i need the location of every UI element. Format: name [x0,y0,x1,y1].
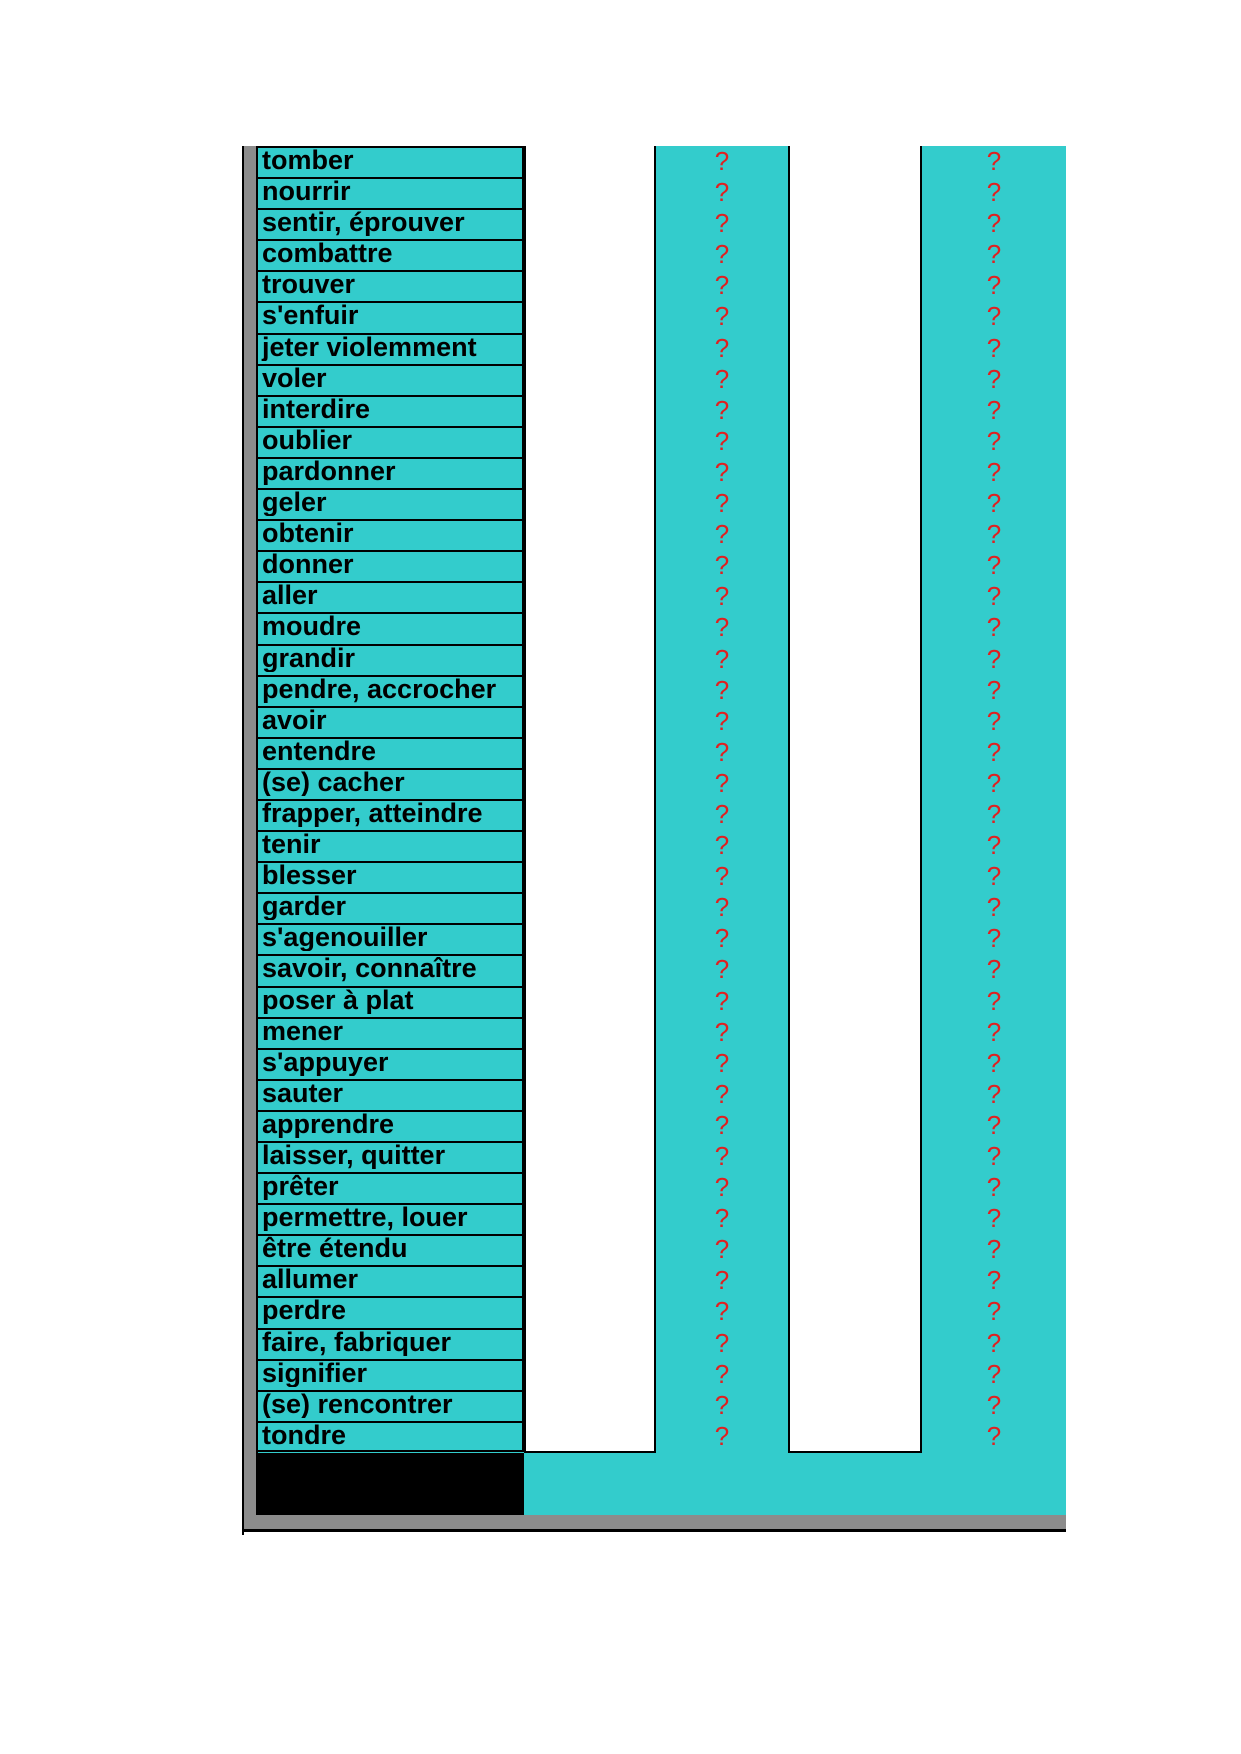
hint-cell [922,675,1066,706]
table-row [258,706,524,737]
hint-cell [922,861,1066,892]
hint-cell [922,364,1066,395]
question-mark: ? [986,1234,1002,1265]
question-mark: ? [714,612,730,643]
hint-column-2 [922,146,1066,1453]
hint-cell [922,706,1066,737]
hint-cell [656,550,788,581]
hint-cell [656,706,788,737]
french-verb: garder [262,893,347,921]
hint-cell [922,954,1066,985]
french-verb: obtenir [262,520,354,548]
question-mark: ? [986,798,1002,829]
table-footer-block [258,1453,524,1515]
table-bottom-shadow [244,1515,1066,1529]
hint-cell [656,519,788,550]
question-mark: ? [986,1389,1002,1420]
hint-cell [922,333,1066,364]
hint-cell [656,1141,788,1172]
hint-cell [922,488,1066,519]
table-row [258,550,524,581]
hint-cell [656,675,788,706]
french-verb: tondre [262,1421,346,1449]
hint-cell [922,581,1066,612]
question-mark: ? [986,301,1002,332]
question-mark: ? [986,394,1002,425]
french-verb: mener [262,1017,344,1045]
question-mark: ? [714,177,730,208]
hint-cell [922,1048,1066,1079]
french-verb: jeter violemment [262,333,477,361]
hint-cell [922,1265,1066,1296]
question-mark: ? [986,363,1002,394]
hint-cell [656,1328,788,1359]
hint-cell [656,1421,788,1452]
hint-cell [656,612,788,643]
question-mark: ? [986,954,1002,985]
hint-cell [922,612,1066,643]
table-row [258,1359,524,1390]
table-row [258,1328,524,1359]
french-verb: apprendre [262,1110,395,1138]
question-mark: ? [714,146,730,176]
question-mark: ? [714,1078,730,1109]
hint-cell [922,208,1066,239]
table-footer-band [524,1453,1066,1515]
question-mark: ? [986,1016,1002,1047]
hint-cell [922,1234,1066,1265]
question-mark: ? [986,1172,1002,1203]
hint-cell [922,1296,1066,1327]
question-mark: ? [714,985,730,1016]
table-row [258,1203,524,1234]
question-mark: ? [986,612,1002,643]
question-mark: ? [714,643,730,674]
hint-cell [656,1359,788,1390]
question-mark: ? [714,1172,730,1203]
hint-cell [656,333,788,364]
hint-cell [656,364,788,395]
question-mark: ? [714,208,730,239]
question-mark: ? [986,923,1002,954]
hint-cell [656,986,788,1017]
table-row [258,1265,524,1296]
verb-table [242,146,1066,1535]
hint-cell [656,395,788,426]
table-row [258,488,524,519]
french-words-column [258,146,524,1453]
hint-cell [922,892,1066,923]
hint-cell [656,1265,788,1296]
table-row [258,301,524,332]
hint-cell [922,830,1066,861]
hint-cell [656,644,788,675]
table-bottom-border [242,1529,1066,1532]
question-mark: ? [714,519,730,550]
hint-cell [656,239,788,270]
table-row [258,333,524,364]
question-mark: ? [986,1203,1002,1234]
table-row [258,177,524,208]
hint-cell [922,177,1066,208]
question-mark: ? [714,892,730,923]
table-row [258,737,524,768]
question-mark: ? [714,332,730,363]
question-mark: ? [714,1016,730,1047]
hint-cell [922,737,1066,768]
question-mark: ? [986,1327,1002,1358]
hint-cell [656,301,788,332]
french-verb: sauter [262,1079,344,1107]
french-verb: voler [262,364,327,392]
question-mark: ? [714,456,730,487]
hint-cell [922,1203,1066,1234]
question-mark: ? [986,1078,1002,1109]
question-mark: ? [714,425,730,456]
table-row [258,986,524,1017]
question-mark: ? [714,1327,730,1358]
question-mark: ? [714,705,730,736]
question-mark: ? [714,767,730,798]
question-mark: ? [714,1389,730,1420]
hint-cell [656,270,788,301]
table-row [258,954,524,985]
question-mark: ? [714,550,730,581]
french-verb: prêter [262,1173,339,1201]
question-mark: ? [986,1109,1002,1140]
hint-cell [656,426,788,457]
hint-cell [922,239,1066,270]
french-verb: oublier [262,426,353,454]
question-mark: ? [986,177,1002,208]
table-row [258,395,524,426]
question-mark: ? [986,1420,1002,1451]
hint-cell [922,986,1066,1017]
question-mark: ? [714,363,730,394]
table-row [258,581,524,612]
question-mark: ? [986,146,1002,176]
hint-cell [922,270,1066,301]
question-mark: ? [714,830,730,861]
table-row [258,239,524,270]
hint-cell [656,830,788,861]
table-row [258,1141,524,1172]
question-mark: ? [986,1047,1002,1078]
table-row [258,612,524,643]
french-verb: donner [262,551,354,579]
hint-cell [922,1141,1066,1172]
question-mark: ? [986,208,1002,239]
hint-cell [656,146,788,177]
hint-cell [922,301,1066,332]
hint-cell [656,177,788,208]
hint-cell [922,923,1066,954]
french-verb: frapper, atteindre [262,799,483,827]
table-row [258,1172,524,1203]
table-row [258,861,524,892]
table-row [258,146,524,177]
table-left-shadow [244,146,256,1519]
hint-cell [656,768,788,799]
french-verb: geler [262,489,327,517]
hint-cell [656,1390,788,1421]
question-mark: ? [986,830,1002,861]
question-mark: ? [714,674,730,705]
hint-cell [922,1359,1066,1390]
table-row [258,1390,524,1421]
french-verb: avoir [262,706,327,734]
question-mark: ? [714,270,730,301]
question-mark: ? [986,270,1002,301]
question-mark: ? [986,1141,1002,1171]
table-row [258,426,524,457]
question-mark: ? [986,239,1002,270]
hint-cell [656,954,788,985]
table-row [258,270,524,301]
french-verb: s'agenouiller [262,924,428,952]
table-row [258,1110,524,1141]
hint-cell [922,426,1066,457]
question-mark: ? [714,1420,730,1451]
french-verb: permettre, louer [262,1204,468,1232]
question-mark: ? [714,1047,730,1078]
french-verb: trouver [262,271,356,299]
question-mark: ? [986,332,1002,363]
table-row [258,519,524,550]
hint-cell [656,1048,788,1079]
question-mark: ? [986,456,1002,487]
table-row [258,1421,524,1452]
hint-cell [922,1079,1066,1110]
table-row [258,644,524,675]
hint-cell [922,1421,1066,1452]
question-mark: ? [714,954,730,985]
french-verb: s'appuyer [262,1048,389,1076]
french-verb: laisser, quitter [262,1142,446,1169]
question-mark: ? [714,736,730,767]
table-row [258,923,524,954]
question-mark: ? [714,1109,730,1140]
hint-cell [656,1079,788,1110]
french-verb: être étendu [262,1235,408,1263]
table-row [258,364,524,395]
question-mark: ? [986,767,1002,798]
french-verb: tomber [262,147,354,174]
question-mark: ? [986,581,1002,612]
hint-cell [922,519,1066,550]
french-verb: tenir [262,831,321,859]
hint-cell [656,581,788,612]
question-mark: ? [986,519,1002,550]
hint-cell [922,550,1066,581]
table-row [258,799,524,830]
table-row [258,830,524,861]
question-mark: ? [986,892,1002,923]
hint-cell [656,737,788,768]
french-verb: interdire [262,395,371,423]
french-verb: moudre [262,613,362,641]
question-mark: ? [714,301,730,332]
table-row [258,768,524,799]
french-verb: aller [262,582,318,610]
question-mark: ? [714,1234,730,1265]
french-verb: sentir, éprouver [262,209,465,237]
hint-cell [656,208,788,239]
question-mark: ? [986,674,1002,705]
french-verb: perdre [262,1297,347,1325]
question-mark: ? [986,550,1002,581]
table-row [258,1017,524,1048]
hint-cell [656,488,788,519]
french-verb: pardonner [262,457,396,485]
table-row [258,675,524,706]
question-mark: ? [714,1203,730,1234]
hint-cell [922,457,1066,488]
french-verb: combattre [262,240,393,268]
table-row [258,892,524,923]
hint-cell [656,1296,788,1327]
hint-cell [922,146,1066,177]
question-mark: ? [986,425,1002,456]
answer-column-2 [788,146,922,1453]
hint-cell [922,799,1066,830]
french-verb: signifier [262,1359,368,1387]
question-mark: ? [714,239,730,270]
french-verb: poser à plat [262,986,414,1014]
hint-cell [656,1203,788,1234]
french-verb: (se) rencontrer [262,1390,453,1418]
hint-cell [922,1328,1066,1359]
hint-cell [922,1110,1066,1141]
hint-cell [656,799,788,830]
hint-cell [922,1172,1066,1203]
french-verb: pendre, accrocher [262,675,497,703]
question-mark: ? [714,1358,730,1389]
question-mark: ? [714,861,730,892]
hint-cell [656,1110,788,1141]
french-verb: blesser [262,862,357,890]
question-mark: ? [986,861,1002,892]
hint-cell [656,457,788,488]
question-mark: ? [714,1296,730,1327]
hint-cell [922,395,1066,426]
french-verb: allumer [262,1266,359,1294]
table-row [258,457,524,488]
french-verb: savoir, connaître [262,955,477,983]
hint-column-1 [656,146,788,1453]
question-mark: ? [714,798,730,829]
table-row [258,1048,524,1079]
table-row [258,1234,524,1265]
hint-cell [922,1017,1066,1048]
hint-cell [922,768,1066,799]
french-verb: entendre [262,737,377,765]
french-verb: faire, fabriquer [262,1328,452,1356]
question-mark: ? [986,1296,1002,1327]
question-mark: ? [714,1141,730,1171]
table-row [258,1079,524,1110]
french-verb: s'enfuir [262,302,359,330]
hint-cell [656,1172,788,1203]
question-mark: ? [714,488,730,519]
question-mark: ? [714,394,730,425]
question-mark: ? [714,581,730,612]
question-mark: ? [986,705,1002,736]
french-verb: grandir [262,644,356,672]
question-mark: ? [986,1358,1002,1389]
question-mark: ? [986,488,1002,519]
french-verb: nourrir [262,178,351,206]
question-mark: ? [986,1265,1002,1296]
question-mark: ? [986,985,1002,1016]
hint-cell [922,1390,1066,1421]
question-mark: ? [714,923,730,954]
question-mark: ? [986,736,1002,767]
table-row [258,1296,524,1327]
hint-cell [656,1017,788,1048]
answer-column-1 [524,146,656,1453]
french-verb: (se) cacher [262,768,405,796]
table-row [258,208,524,239]
hint-cell [922,644,1066,675]
hint-cell [656,1234,788,1265]
hint-cell [656,892,788,923]
hint-cell [656,923,788,954]
question-mark: ? [986,643,1002,674]
hint-cell [656,861,788,892]
question-mark: ? [714,1265,730,1296]
